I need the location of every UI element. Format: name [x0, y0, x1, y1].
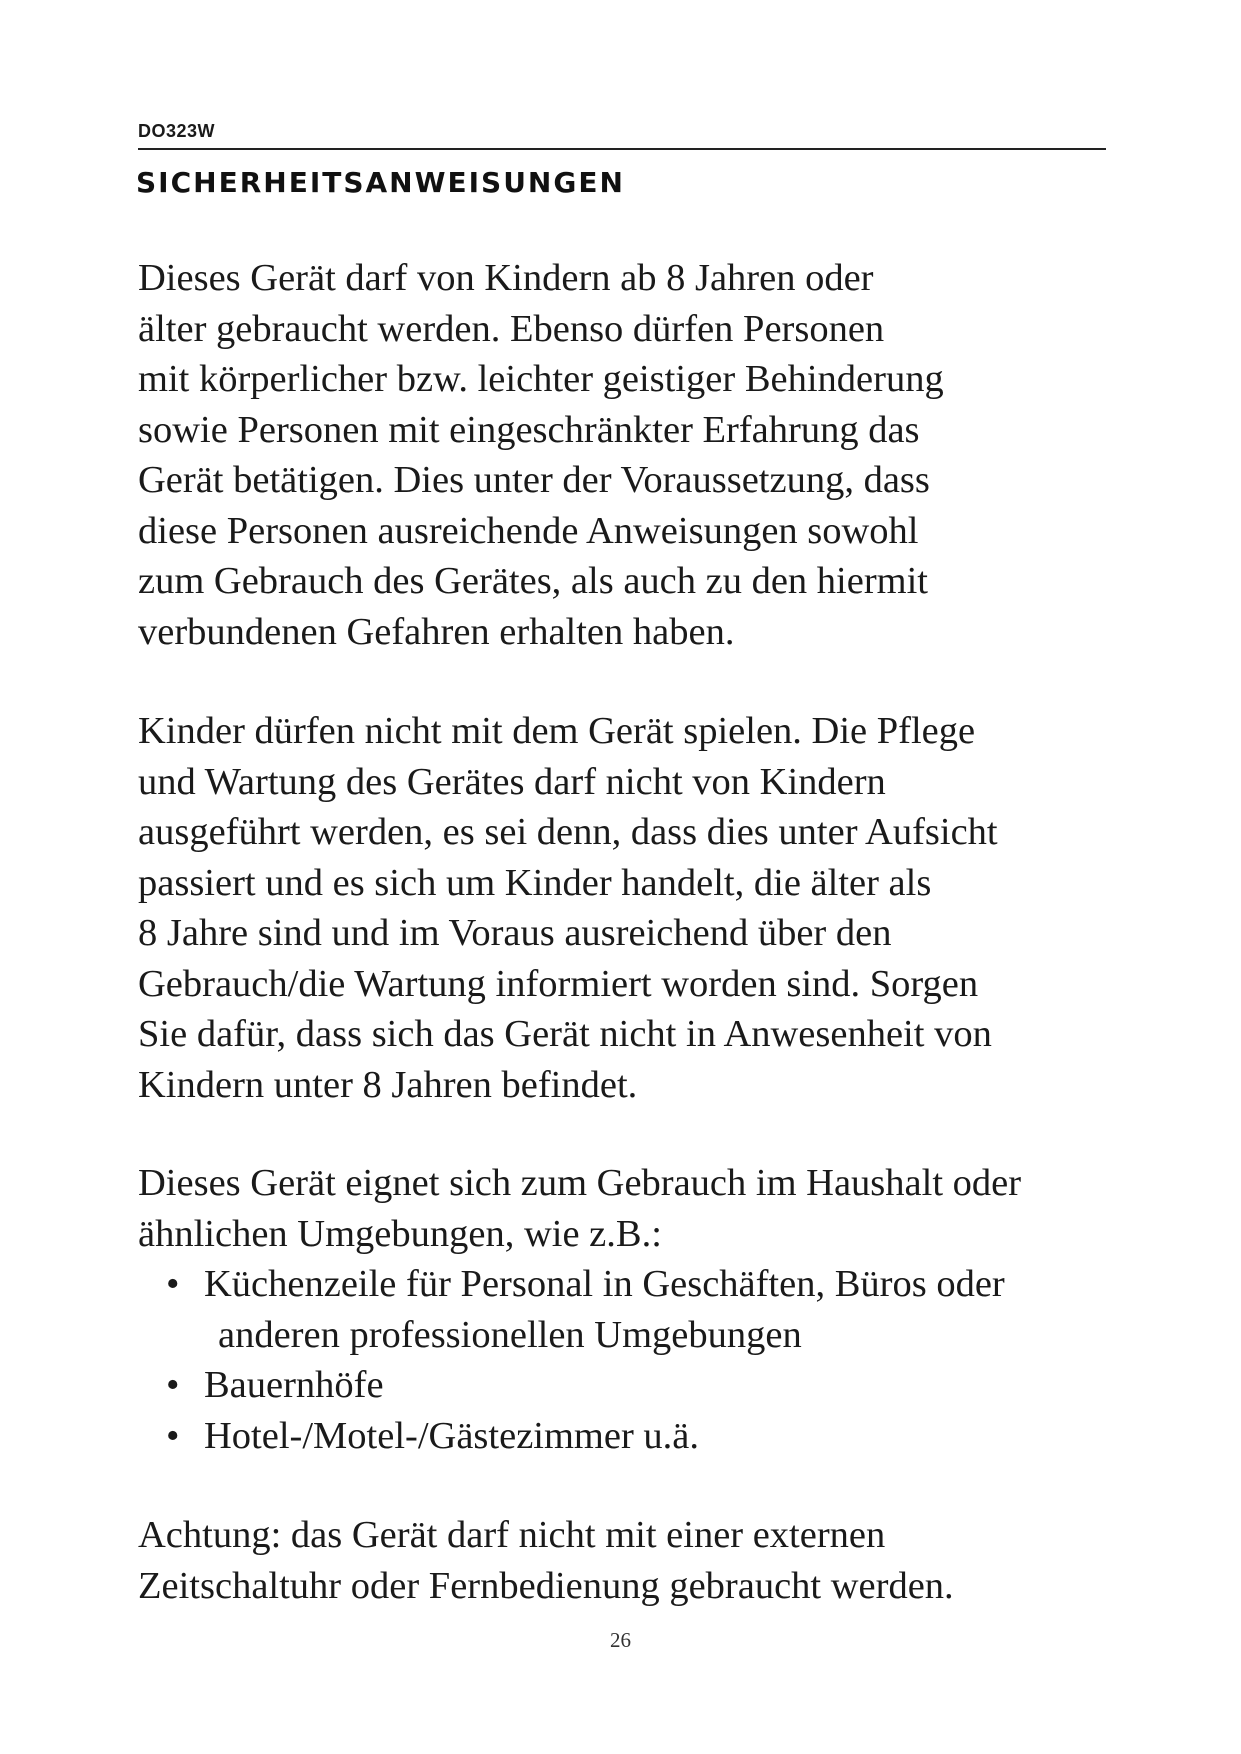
usage-environment-list [138, 1259, 1098, 1461]
text-line: Zeitschaltuhr oder Fernbedienung gebraucht werden. [138, 1564, 954, 1607]
text-line: ähnlichen Umgebungen, wie z.B.: [138, 1212, 662, 1255]
bullet-icon: • [166, 1364, 180, 1406]
text-line: mit körperlicher bzw. leichter geistiger Behinderung [138, 358, 944, 400]
text-line: 8 Jahre sind und im Voraus ausreichend über den [138, 912, 892, 954]
text-line: Gerät betätigen. Dies unter der Voraussetzung, dass [138, 459, 930, 501]
text-line: Kindern unter 8 Jahren befindet. [138, 1063, 638, 1106]
text-line: Gebrauch/die Wartung informiert worden sind. Sorgen [138, 962, 979, 1005]
text-line: sowie Personen mit eingeschränkter Erfahrung das [138, 408, 920, 451]
text-line: ausgeführt werden, es sei denn, dass dies unter Aufsicht [138, 811, 998, 853]
bullet-icon: • [166, 1414, 180, 1457]
text-line: und Wartung des Gerätes darf nicht von Kindern [138, 760, 886, 803]
model-number: DO323W [138, 121, 216, 141]
list-item [138, 1259, 1098, 1360]
text-line: verbundenen Gefahren erhalten haben. [138, 610, 735, 653]
text-line: Achtung: das Gerät darf nicht mit einer externen [138, 1514, 886, 1556]
text-line: zum Gebrauch des Gerätes, als auch zu den hiermit [138, 560, 929, 602]
list-item [138, 1360, 1098, 1411]
list-item-text-continued: anderen professionellen Umgebungen [218, 1313, 802, 1356]
text-line: Dieses Gerät eignet sich zum Gebrauch im Haushalt oder [138, 1162, 1022, 1204]
text-line: passiert und es sich um Kinder handelt, die älter als [138, 861, 932, 904]
text-line: älter gebraucht werden. Ebenso dürfen Personen [138, 307, 885, 350]
list-item-text: Bauernhöfe [204, 1364, 384, 1406]
text-line: Sie dafür, dass sich das Gerät nicht in Anwesenheit von [138, 1013, 992, 1055]
paragraph-warning [138, 1510, 1098, 1611]
text-line: Dieses Gerät darf von Kindern ab 8 Jahren oder [138, 257, 874, 299]
paragraph-children-maintenance [138, 706, 1098, 1110]
page-title: sicherheitsanweisungen [136, 156, 625, 202]
paragraph-intended-use [138, 1158, 1098, 1461]
paragraph-age-requirements [138, 253, 1098, 657]
text-line: Kinder dürfen nicht mit dem Gerät spielen. Die Pflege [138, 710, 976, 752]
text-line: diese Personen ausreichende Anweisungen sowohl [138, 509, 919, 552]
list-item-text: Küchenzeile für Personal in Geschäften, Büros oder [204, 1263, 1005, 1305]
bullet-icon: • [166, 1263, 180, 1305]
list-item [138, 1411, 1098, 1462]
page-number: 26 [610, 1628, 631, 1652]
list-item-text: Hotel-/Motel-/Gästezimmer u.ä. [204, 1414, 699, 1457]
header-divider [138, 148, 1106, 150]
